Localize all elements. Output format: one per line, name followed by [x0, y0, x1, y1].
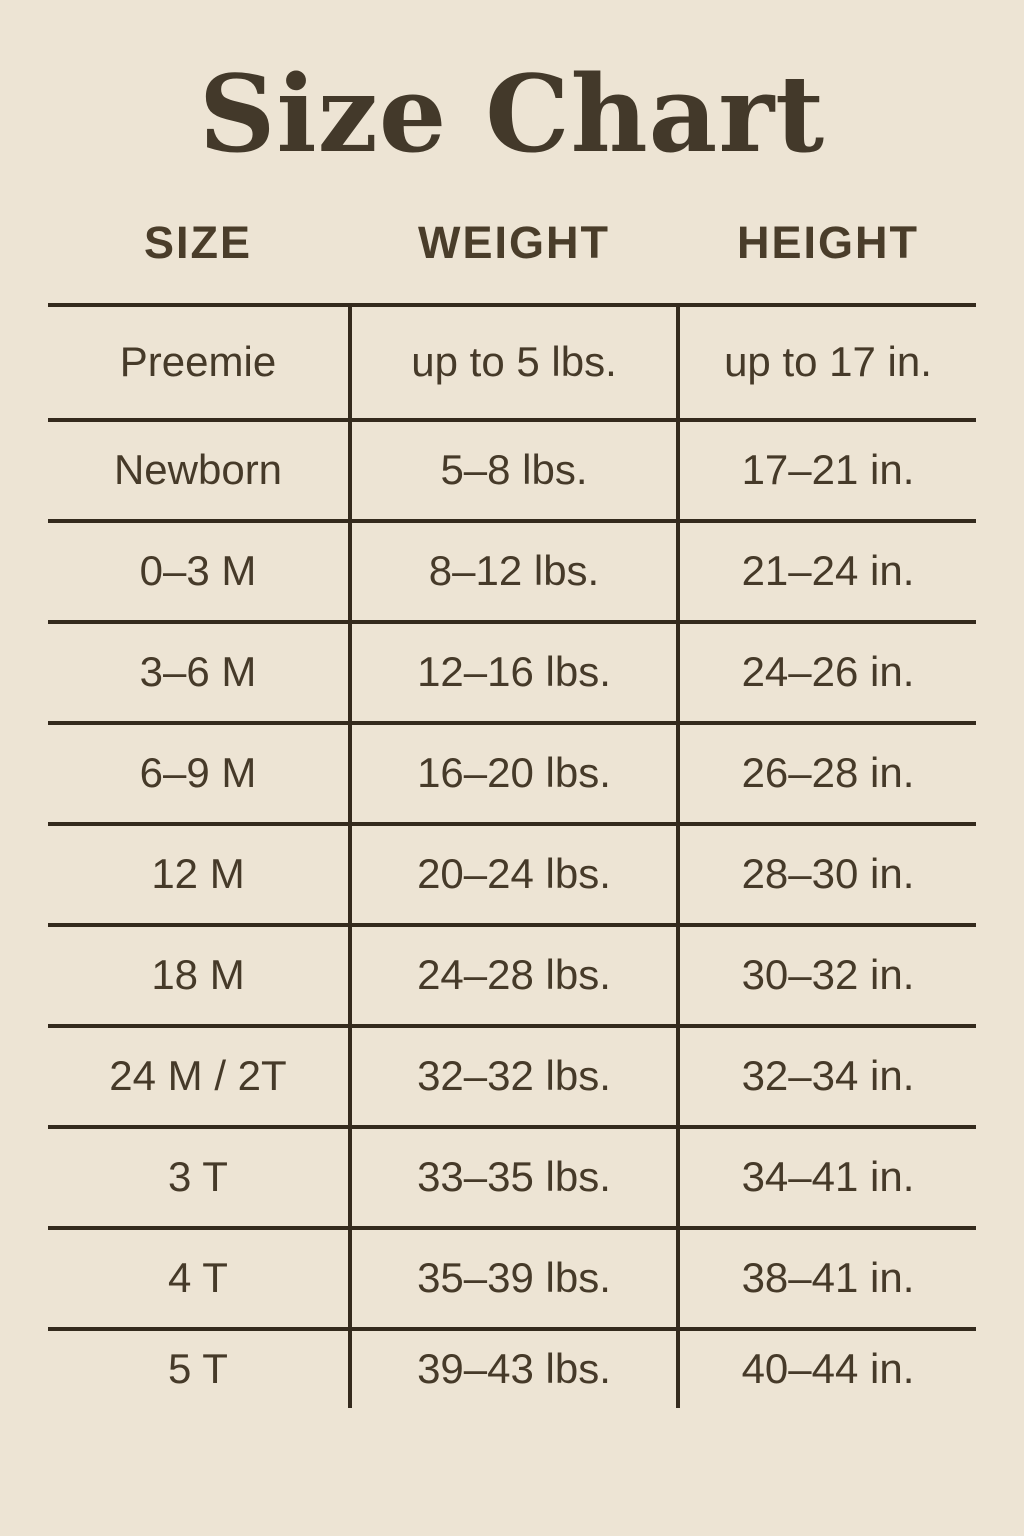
weight-cell: up to 5 lbs.	[348, 303, 680, 418]
weight-cell: 20–24 lbs.	[348, 822, 680, 923]
table-row	[48, 1125, 976, 1226]
height-cell: 32–34 in.	[680, 1024, 976, 1125]
table-row	[48, 519, 976, 620]
size-cell: 5 T	[48, 1327, 348, 1408]
size-cell: 24 M / 2T	[48, 1024, 348, 1125]
size-cell: Preemie	[48, 303, 348, 418]
column-header-weight: WEIGHT	[418, 216, 610, 268]
size-cell: 4 T	[48, 1226, 348, 1327]
weight-cell: 32–32 lbs.	[348, 1024, 680, 1125]
table-row	[48, 822, 976, 923]
table-row	[48, 923, 976, 1024]
size-cell: 18 M	[48, 923, 348, 1024]
height-cell: 24–26 in.	[680, 620, 976, 721]
size-cell: 3 T	[48, 1125, 348, 1226]
height-cell: 38–41 in.	[680, 1226, 976, 1327]
weight-cell: 39–43 lbs.	[348, 1327, 680, 1408]
weight-cell: 12–16 lbs.	[348, 620, 680, 721]
height-cell: 30–32 in.	[680, 923, 976, 1024]
height-cell: up to 17 in.	[680, 303, 976, 418]
height-cell: 21–24 in.	[680, 519, 976, 620]
column-header-height: HEIGHT	[736, 216, 919, 268]
table-row	[48, 1024, 976, 1125]
table-row	[48, 721, 976, 822]
height-cell: 17–21 in.	[680, 418, 976, 519]
size-cell: 6–9 M	[48, 721, 348, 822]
weight-cell: 33–35 lbs.	[348, 1125, 680, 1226]
table-row	[48, 418, 976, 519]
size-chart-table	[48, 217, 976, 1408]
column-header-size: SIZE	[143, 216, 253, 268]
table-body	[48, 303, 976, 1408]
table-row	[48, 303, 976, 418]
table-row	[48, 1226, 976, 1327]
height-cell: 28–30 in.	[680, 822, 976, 923]
height-cell: 34–41 in.	[680, 1125, 976, 1226]
weight-cell: 8–12 lbs.	[348, 519, 680, 620]
height-cell: 40–44 in.	[680, 1327, 976, 1408]
weight-cell: 16–20 lbs.	[348, 721, 680, 822]
size-cell: 3–6 M	[48, 620, 348, 721]
weight-cell: 5–8 lbs.	[348, 418, 680, 519]
table-row	[48, 620, 976, 721]
size-cell: Newborn	[48, 418, 348, 519]
size-cell: 0–3 M	[48, 519, 348, 620]
weight-cell: 24–28 lbs.	[348, 923, 680, 1024]
height-cell: 26–28 in.	[680, 721, 976, 822]
size-cell: 12 M	[48, 822, 348, 923]
table-header-row	[48, 217, 976, 303]
page-title: Size Chart	[198, 51, 826, 176]
weight-cell: 35–39 lbs.	[348, 1226, 680, 1327]
table-row	[48, 1327, 976, 1408]
